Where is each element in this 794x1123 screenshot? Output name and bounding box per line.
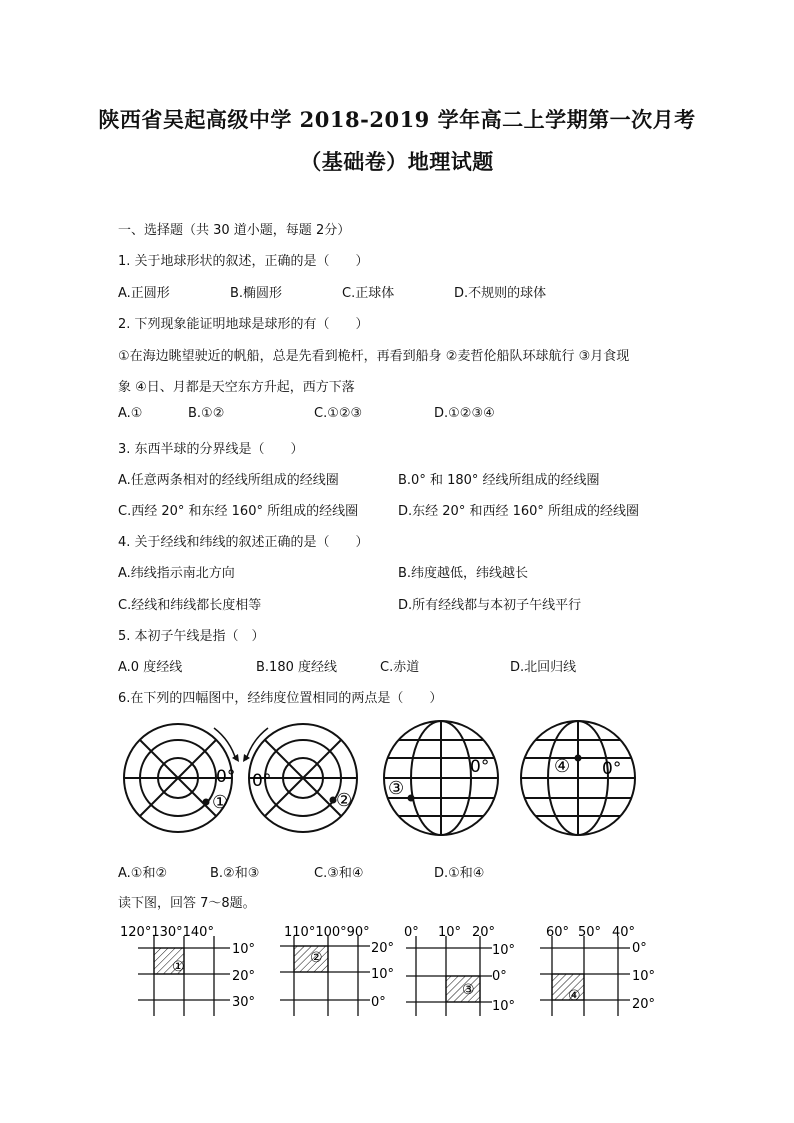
grid1-row-label-3: 30° (232, 995, 256, 1010)
globe4-marker: ④ (554, 756, 571, 777)
q6-option-b: B.②和③ (210, 866, 260, 881)
read-instruction: 读下图，回答 7～8题。 (118, 896, 256, 911)
q2-option-b: B.①② (188, 406, 225, 421)
q1-option-a: A.正圆形 (118, 286, 170, 301)
q2-text-1: ①在海边眺望驶近的帆船，总是先看到桅杆，再看到船身 ②麦哲伦船队环球航行 ③月食现 (118, 349, 630, 364)
grid4-row-label-3: 20° (632, 997, 656, 1012)
grid3-marker: ③ (462, 982, 475, 998)
grid1-top-labels: 120°130°140° (120, 925, 214, 940)
q1-option-d: D.不规则的球体 (454, 286, 547, 301)
grid1-row-label-1: 10° (232, 942, 256, 957)
grid3-row-label-2: 0° (492, 969, 507, 984)
q4-option-c: C.经线和纬线都长度相等 (118, 598, 262, 613)
q7-8-grid-figures (118, 920, 664, 1022)
q4-option-b: B.纬度越低，纬线越长 (398, 566, 529, 581)
grid2-marker: ② (310, 950, 323, 966)
globe1-marker: ① (212, 792, 229, 813)
grid1-row-label-2: 20° (232, 969, 256, 984)
q6-option-c: C.③和④ (314, 866, 364, 881)
question-4: 4. 关于经线和纬线的叙述正确的是（ ） (118, 535, 369, 550)
globe1-degree-label: 0° (216, 767, 236, 787)
question-1: 1. 关于地球形状的叙述，正确的是（ ） (118, 254, 369, 269)
grid4-marker: ④ (568, 988, 581, 1004)
q6-globe-figures (118, 716, 678, 840)
grid2-top-labels: 110°100°90° (284, 925, 370, 940)
q3-option-c: C.西经 20° 和东经 160° 所组成的经线圈 (118, 504, 359, 519)
q2-text-2: 象 ④日、月都是天空东方升起，西方下落 (118, 380, 355, 395)
q2-option-c: C.①②③ (314, 406, 363, 421)
grid-3 (404, 925, 515, 1016)
grid3-row-label-1: 10° (492, 943, 516, 958)
globe3-marker: ③ (388, 778, 405, 799)
page-subtitle: （基础卷）地理试题 (300, 149, 494, 174)
grid4-top-label-3: 40° (612, 925, 636, 940)
q3-option-d: D.东经 20° 和西经 160° 所组成的经线圈 (398, 504, 640, 519)
question-6: 6.在下列的四幅图中，经纬度位置相同的两点是（ ） (118, 691, 443, 706)
grid4-row-label-2: 10° (632, 969, 656, 984)
question-5: 5. 本初子午线是指（ ） (118, 629, 265, 644)
grid4-top-label-1: 60° (546, 925, 570, 940)
grid2-row-label-3: 0° (371, 995, 386, 1010)
q5-option-d: D.北回归线 (510, 660, 577, 675)
grid-1 (120, 925, 255, 1016)
globe3-degree-label: 0° (470, 757, 490, 777)
grid-4 (540, 925, 655, 1016)
globe2-degree-label: 0° (252, 771, 272, 791)
globe4-degree-label: 0° (602, 759, 622, 779)
q6-option-d: D.①和④ (434, 866, 485, 881)
grid4-row-label-1: 0° (632, 941, 647, 956)
grid2-row-label-2: 10° (371, 967, 395, 982)
q5-option-a: A.0 度经线 (118, 660, 183, 675)
q1-option-c: C.正球体 (342, 286, 395, 301)
q5-option-c: C.赤道 (380, 660, 420, 675)
grid3-top-label-1: 0° (404, 925, 419, 940)
q2-option-d: D.①②③④ (434, 406, 495, 421)
grid4-top-label-2: 50° (578, 925, 602, 940)
grid3-row-label-3: 10° (492, 999, 516, 1014)
q4-option-d: D.所有经线都与本初子午线平行 (398, 598, 582, 613)
page-title: 陕西省吴起高级中学 2018-2019 学年高二上学期第一次月考 (98, 107, 696, 132)
grid2-row-label-1: 20° (371, 941, 395, 956)
q4-option-a: A.纬线指示南北方向 (118, 566, 235, 581)
q6-option-a: A.①和② (118, 866, 168, 881)
question-2: 2. 下列现象能证明地球是球形的有（ ） (118, 317, 369, 332)
q1-option-b: B.椭圆形 (230, 286, 283, 301)
q3-option-b: B.0° 和 180° 经线所组成的经线圈 (398, 473, 600, 488)
question-3: 3. 东西半球的分界线是（ ） (118, 442, 304, 457)
grid3-top-label-3: 20° (472, 925, 496, 940)
grid-2 (280, 925, 394, 1016)
section-heading: 一、选择题（共 30 道小题，每题 2分） (118, 223, 351, 238)
globe2-marker: ② (336, 790, 353, 811)
grid3-top-label-2: 10° (438, 925, 462, 940)
q2-option-a: A.① (118, 406, 143, 421)
grid1-marker: ① (172, 959, 185, 975)
q5-option-b: B.180 度经线 (256, 660, 337, 675)
q3-option-a: A.任意两条相对的经线所组成的经线圈 (118, 473, 339, 488)
